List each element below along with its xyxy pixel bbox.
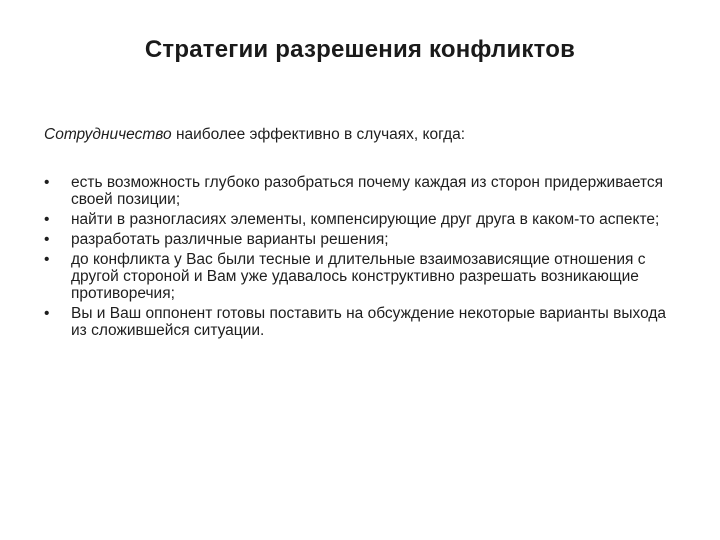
bullet-text: до конфликта у Вас были тесные и длительные взаимозависящие отношения с другой стороной и Вам уже удавалось конструктивно разрешать возникающие противоречия; xyxy=(71,251,646,302)
bullet-icon: • xyxy=(44,174,50,191)
bullet-icon: • xyxy=(44,251,50,268)
bullet-item xyxy=(44,211,684,228)
intro-emphasis: Сотрудничество xyxy=(44,126,172,143)
bullet-text: разработать различные варианты решения; xyxy=(71,231,389,248)
bullet-item xyxy=(44,305,684,339)
bullet-icon: • xyxy=(44,305,50,322)
bullet-text: есть возможность глубоко разобраться почему каждая из сторон придерживается своей позиции; xyxy=(71,174,664,208)
bullet-text: найти в разногласиях элементы, компенсирующие друг друга в каком-то аспекте; xyxy=(71,211,660,228)
bullet-icon: • xyxy=(44,211,50,228)
slide-title: Стратегии разрешения конфликтов xyxy=(144,36,576,63)
bullet-list xyxy=(44,174,684,342)
bullet-item xyxy=(44,231,684,248)
bullet-text: Вы и Ваш оппонент готовы поставить на обсуждение некоторые варианты выхода из сложившейся ситуации. xyxy=(71,305,667,339)
bullet-item xyxy=(44,174,684,208)
intro-text: наиболее эффективно в случаях, когда: xyxy=(171,126,466,143)
bullet-item xyxy=(44,251,684,302)
intro-paragraph xyxy=(44,125,684,145)
bullet-icon: • xyxy=(44,231,50,248)
